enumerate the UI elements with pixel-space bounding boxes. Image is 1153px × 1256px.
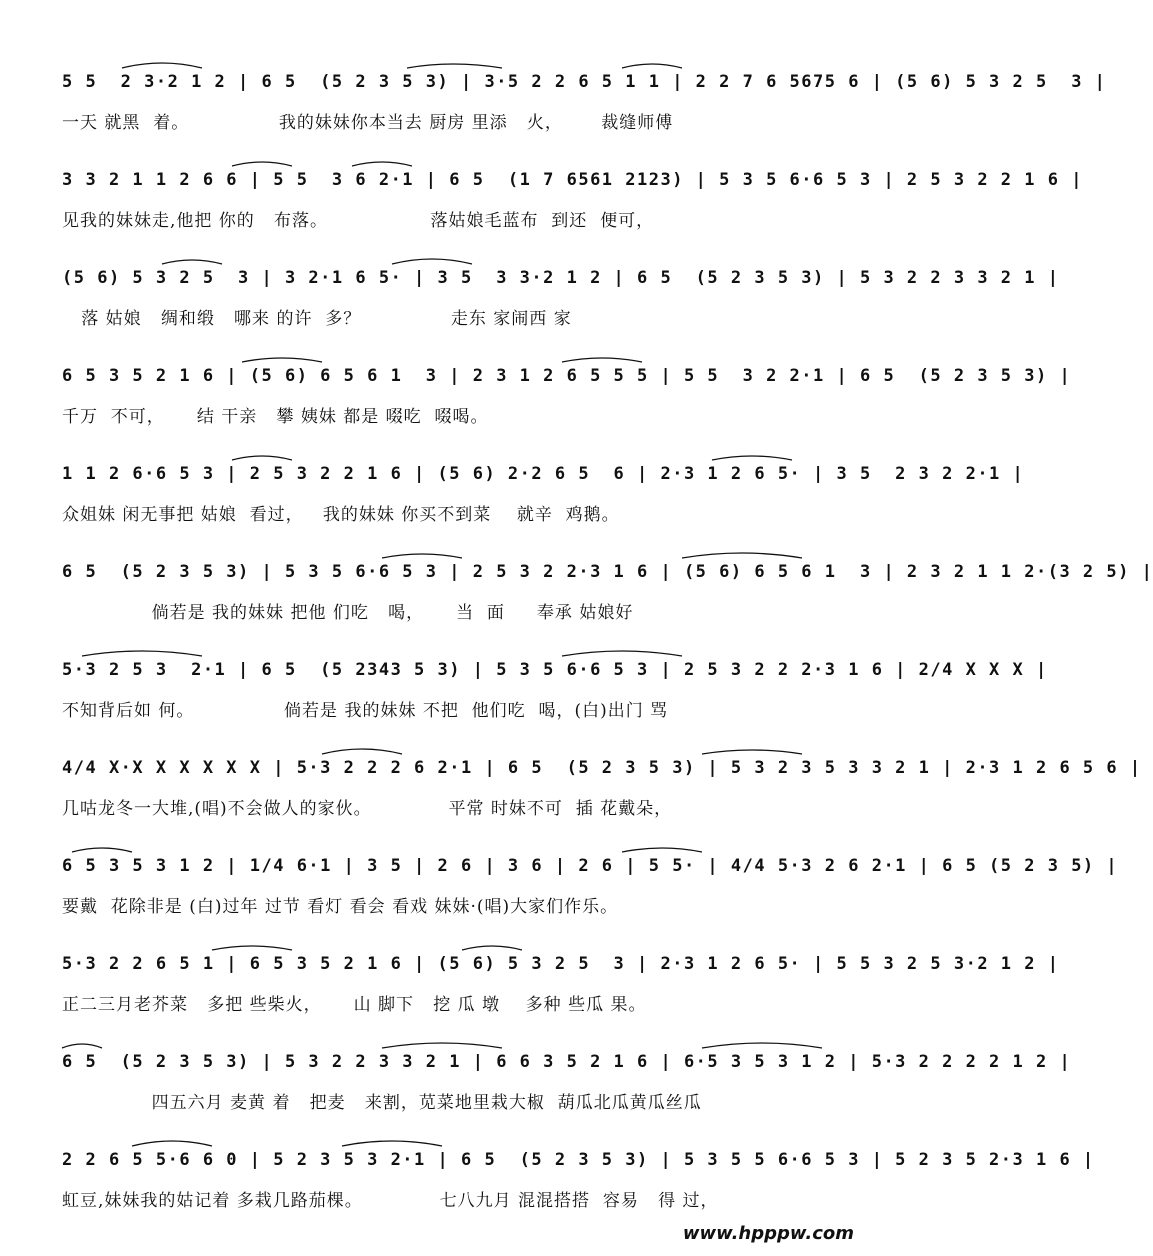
lyric-line: 正二三月老芥菜 多把 些柴火， 山 脚下 挖 瓜 墩 多种 些瓜 果。 (62, 995, 647, 1015)
score-system (62, 944, 1060, 1054)
lyric-line: 千万 不可， 结 干亲 攀 姨妹 都是 啜吃 啜喝。 (62, 407, 489, 427)
score-system (62, 846, 1119, 956)
notation-line: (5 6) 5 3 2 5 3 | 3 2·1 6 5· | 3 5 3 3·2 1 2 | 6 5 (5 2 3 5 3) | 5 3 2 2 3 3 2 1 | (62, 268, 1060, 288)
lyric-line: 一天 就黑 着。 我的妹妹你本当去 厨房 里添 火， 裁缝师傅 (62, 113, 674, 133)
lyric-line: 不知背后如 何。 倘若是 我的妹妹 不把 他们吃 喝，(白)出门 骂 (62, 701, 669, 721)
notation-line: 6 5 3 5 2 1 6 | (5 6) 6 5 6 1 3 | 2 3 1 2 6 5 5 5 | 5 5 3 2 2·1 | 6 5 (5 2 3 5 3) | (62, 366, 1072, 386)
notation-line: 6 5 3 5 3 1 2 | 1/4 6·1 | 3 5 | 2 6 | 3 6 | 2 6 | 5 5· | 4/4 5·3 2 6 2·1 | 6 5 (5 2 3 5) | (62, 856, 1119, 876)
score-system (62, 552, 1153, 662)
score-system (62, 1042, 1072, 1152)
lyric-line: 见我的妹妹走,他把 你的 布落。 落姑娘毛蓝布 到还 便可， (62, 211, 655, 231)
notation-line: 5·3 2 2 6 5 1 | 6 5 3 5 2 1 6 | (5 6) 5 3 2 5 3 | 2·3 1 2 6 5· | 5 5 3 2 5 3·2 1 2 | (62, 954, 1060, 974)
site-watermark: www.hpppw.com (682, 1223, 854, 1244)
notation-line: 3 3 2 1 1 2 6 6 | 5 5 3 6 2·1 | 6 5 (1 7 6561 2123) | 5 3 5 6·6 5 3 | 2 5 3 2 2 1 6 | (62, 170, 1083, 190)
score-system (62, 748, 1142, 858)
notation-line: 6 5 (5 2 3 5 3) | 5 3 2 2 3 3 2 1 | 6 6 3 5 2 1 6 | 6·5 3 5 3 1 2 | 5·3 2 2 2 2 1 2 | (62, 1052, 1072, 1072)
score-system (62, 160, 1083, 270)
notation-line: 2 2 6 5 5·6 6 0 | 5 2 3 5 3 2·1 | 6 5 (5 2 3 5 3) | 5 3 5 5 6·6 5 3 | 5 2 3 5 2·3 1 6 | (62, 1150, 1095, 1170)
score-system (62, 650, 1048, 760)
notation-line: 5 5 2 3·2 1 2 | 6 5 (5 2 3 5 3) | 3·5 2 2 6 5 1 1 | 2 2 7 6 5675 6 | (5 6) 5 3 2 5 3 | (62, 72, 1107, 92)
score-system (62, 258, 1060, 368)
score-system (62, 62, 1107, 172)
notation-line: 4/4 X·X X X X X X | 5·3 2 2 2 6 2·1 | 6 5 (5 2 3 5 3) | 5 3 2 3 5 3 3 2 1 | 2·3 1 2 6 5 6 | (62, 758, 1142, 778)
lyric-line: 众姐妹 闲无事把 姑娘 看过， 我的妹妹 你买不到菜 就辛 鸡鹅。 (62, 505, 620, 525)
lyric-line: 倘若是 我的妹妹 把他 们吃 喝， 当 面 奉承 姑娘好 (62, 603, 634, 623)
lyric-line: 虹豆,妹妹我的姑记着 多栽几路茄棵。 七八九月 混混搭搭 容易 得 过， (62, 1191, 719, 1211)
notation-line: 1 1 2 6·6 5 3 | 2 5 3 2 2 1 6 | (5 6) 2·2 6 5 6 | 2·3 1 2 6 5· | 3 5 2 3 2 2·1 | (62, 464, 1025, 484)
lyric-line: 几咕龙冬一大堆,(唱)不会做人的家伙。 平常 时妹不可 插 花戴朵， (62, 799, 673, 819)
notation-line: 6 5 (5 2 3 5 3) | 5 3 5 6·6 5 3 | 2 5 3 2 2·3 1 6 | (5 6) 6 5 6 1 3 | 2 3 2 1 1 2·(3 2 5) | (62, 562, 1153, 582)
lyric-line: 四五六月 麦黄 着 把麦 来割，苋菜地里栽大椒 葫瓜北瓜黄瓜丝瓜 (62, 1093, 702, 1113)
lyric-line: 要戴 花除非是 (白)过年 过节 看灯 看会 看戏 妹妹·(唱)大家们作乐。 (62, 897, 619, 917)
score-system (62, 454, 1025, 564)
notation-line: 5·3 2 5 3 2·1 | 6 5 (5 2343 5 3) | 5 3 5 6·6 5 3 | 2 5 3 2 2 2·3 1 6 | 2/4 X X X | (62, 660, 1048, 680)
lyric-line: 落 姑娘 绸和缎 哪来 的许 多？ 走东 家闹西 家 (62, 309, 572, 329)
score-system (62, 356, 1072, 466)
